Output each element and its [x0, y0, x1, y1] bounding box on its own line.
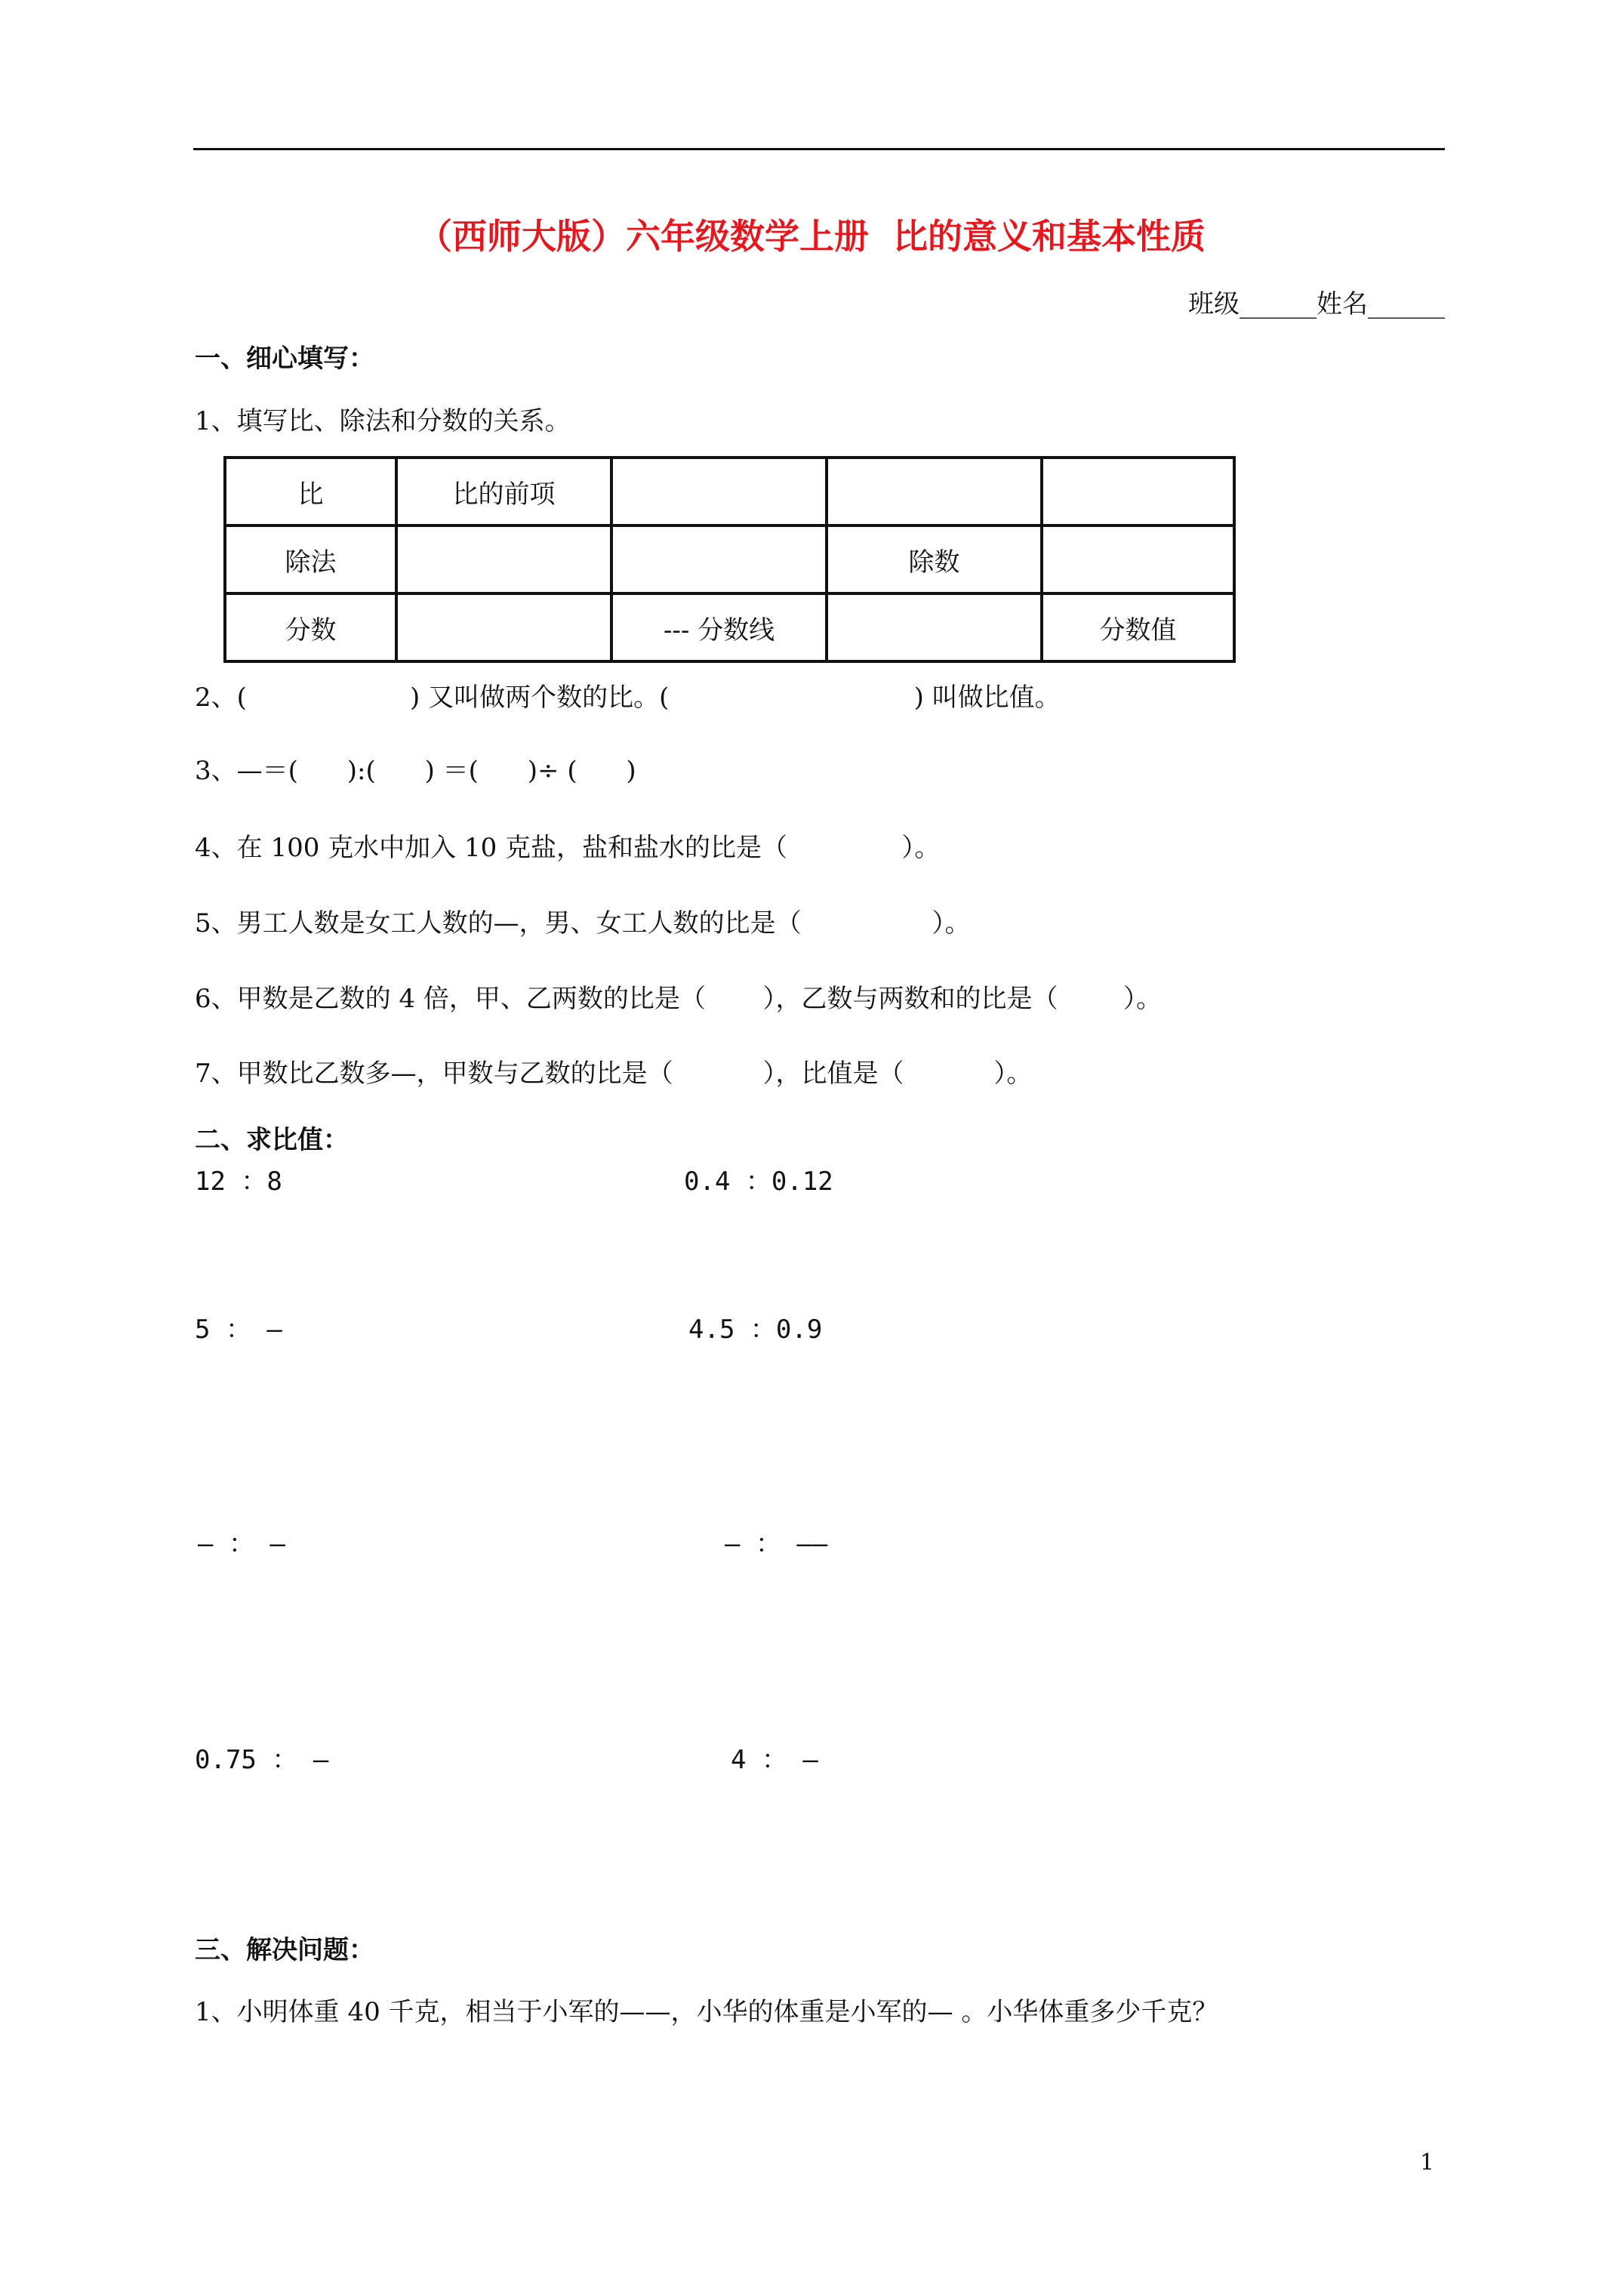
section-2-heading: 二、求比值： [195, 1125, 349, 1155]
table-row [225, 593, 1234, 661]
table-cell: 分数值 [1042, 593, 1234, 661]
page-title: （西师大版）六年级数学上册 比的意义和基本性质 [417, 216, 1206, 257]
question-1-6: 6、甲数是乙数的 4 倍，甲、乙两数的比是（ ），乙数与两数和的比是（ ）。 [195, 984, 1162, 1014]
question-1-5: 5、男工人数是女工人数的—，男、女工人数的比是（ ）。 [195, 908, 971, 938]
question-1-1: 1、填写比、除法和分数的关系。 [195, 406, 571, 436]
question-3-1: 1、小明体重 40 千克，相当于小军的——，小华的体重是小军的— 。小华体重多少千克？ [195, 1997, 1218, 2027]
table-cell[interactable] [396, 593, 611, 661]
page-number: 1 [1419, 2150, 1434, 2176]
table-cell: --- 分数线 [611, 593, 827, 661]
table-cell: 分数 [225, 593, 396, 661]
table-cell[interactable] [1042, 458, 1234, 525]
table-cell[interactable] [1042, 525, 1234, 593]
class-name-line: 班级______姓名______ [1188, 289, 1445, 319]
question-1-2: 2、( ) 又叫做两个数的比。( ) 叫做比值。 [195, 683, 1061, 713]
table-cell[interactable] [611, 458, 827, 525]
header-rule [193, 148, 1445, 150]
table-cell[interactable] [827, 458, 1042, 525]
ratio-item: — ： —— [725, 1529, 828, 1559]
ratio-item: 4 ： — [731, 1745, 818, 1775]
ratio-item: 0.75 ： — [195, 1745, 329, 1775]
table-row [225, 525, 1234, 593]
ratio-item: 5 ： — [195, 1314, 282, 1345]
table-cell[interactable] [396, 525, 611, 593]
ratio-item: — ： — [198, 1529, 285, 1559]
ratio-item: 12 ：8 [195, 1166, 282, 1197]
section-1-heading: 一、细心填写： [195, 344, 374, 374]
table-cell: 比 [225, 458, 396, 525]
question-1-7: 7、甲数比乙数多—，甲数与乙数的比是（ ），比值是（ ）。 [195, 1059, 1033, 1089]
question-1-4: 4、在 100 克水中加入 10 克盐，盐和盐水的比是（ ）。 [195, 833, 941, 863]
table-cell[interactable] [611, 525, 827, 593]
section-3-heading: 三、解决问题： [195, 1935, 374, 1965]
table-cell: 比的前项 [396, 458, 611, 525]
question-1-3: 3、—＝( ):( ) ＝( )÷ ( ) [195, 756, 636, 786]
table-cell: 除法 [225, 525, 396, 593]
table-row [225, 458, 1234, 525]
table-cell[interactable] [827, 593, 1042, 661]
ratio-item: 0.4 ：0.12 [684, 1166, 833, 1197]
ratio-item: 4.5 ：0.9 [688, 1314, 823, 1345]
ratio-relation-table [223, 456, 1236, 663]
table-cell: 除数 [827, 525, 1042, 593]
